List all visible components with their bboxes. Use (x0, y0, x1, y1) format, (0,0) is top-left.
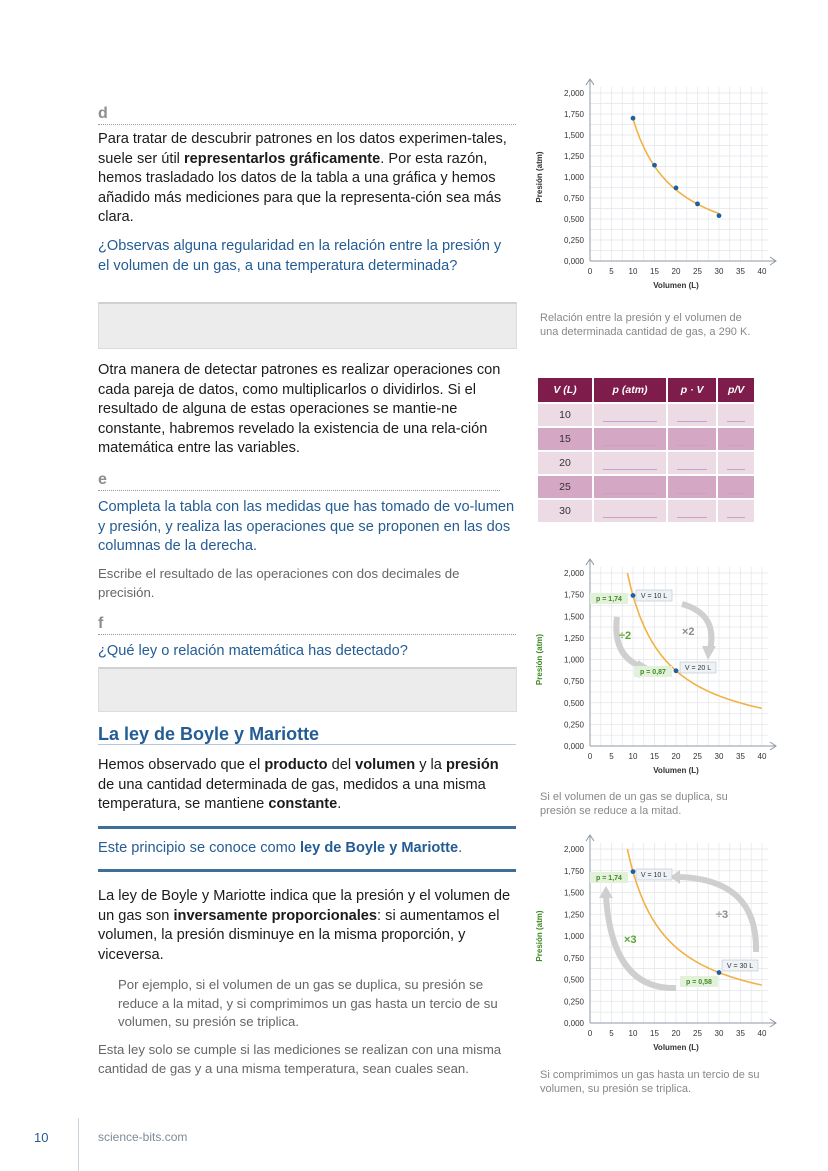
text: de una cantidad determinada de gas, medidos a una misma temperatura, se mantiene (98, 776, 486, 812)
x-tick-label: 5 (609, 267, 614, 276)
y-tick-label: 1,500 (563, 612, 584, 622)
input-cell[interactable] (668, 500, 716, 522)
volume-tag: V = 10 L (640, 593, 668, 600)
intro-e-paragraph: Otra manera de detectar patrones es realizar operaciones con cada pareja de datos, como multiplicarlos o dividirlos. Si el resultado de alguna de estas operaciones se mantie-ne constante, habremos revelado la existencia de una rela-ción matemática entre las variables. (98, 362, 501, 456)
y-tick-label: 1,750 (563, 590, 584, 600)
y-tick-label: 1,250 (563, 910, 584, 920)
x-tick-label: 25 (693, 267, 702, 276)
y-tick-label: 1,500 (563, 131, 584, 140)
data-point (631, 116, 636, 121)
exercise-f-header (98, 614, 516, 635)
y-axis-label: Presión (atm) (535, 633, 544, 686)
x-tick-label: 35 (736, 1029, 745, 1038)
y-tick-label: 1,000 (563, 655, 584, 665)
x-tick-label: 5 (609, 1029, 614, 1038)
volume-cell: 15 (538, 428, 592, 450)
data-table (536, 376, 756, 524)
text: . Por esta razón, hemos trasladado los datos de la tabla a una gráfica y hemos añadido más mediciones para que la representa-ción sea más clara. (98, 150, 502, 225)
y-tick-label: 1,250 (563, 633, 584, 643)
table-header: V (L) (538, 378, 592, 402)
y-tick-label: 1,500 (563, 888, 584, 898)
input-cell[interactable] (594, 404, 666, 426)
text: y la (415, 757, 446, 773)
x-axis-label: Volumen (L) (653, 766, 699, 775)
bold-text: inversamente proporcionales (173, 907, 378, 924)
y-tick-label: 0,250 (563, 236, 584, 245)
arrow-label: ×3 (624, 934, 637, 946)
table-header: p · V (668, 378, 716, 402)
text: Para tratar de descubrir patrones en los datos experimen-tales, suele ser útil (98, 131, 507, 167)
y-tick-label: 0,000 (563, 742, 584, 751)
arrow-label: ÷3 (716, 909, 729, 921)
arrow-down-icon (616, 617, 645, 668)
x-tick-label: 15 (650, 267, 659, 276)
x-tick-label: 15 (650, 752, 659, 761)
y-tick-label: 1,250 (563, 152, 584, 161)
x-axis-label: Volumen (L) (653, 1043, 699, 1052)
input-cell[interactable] (594, 476, 666, 498)
highlight-rule-top (98, 826, 516, 829)
input-cell[interactable] (668, 404, 716, 426)
text: Este principio se conoce como (98, 840, 300, 856)
section-paragraph-2 (98, 887, 516, 965)
y-tick-label: 1,750 (563, 866, 584, 876)
volume-cell: 10 (538, 404, 592, 426)
exercise-d-header (98, 104, 516, 125)
table-row (538, 500, 754, 522)
table-row (538, 404, 754, 426)
x-tick-label: 30 (714, 752, 724, 761)
exercise-f-question: ¿Qué ley o relación matemática has detectado? (98, 643, 408, 659)
section-example: Por ejemplo, si el volumen de un gas se duplica, su presión se reduce a la mitad, y si comprimimos un gas hasta un tercio de su volumen, su presión se triplica. (118, 977, 498, 1029)
chart-3-caption: Si comprimimos un gas hasta un tercio de su volumen, su presión se triplica. (540, 1069, 760, 1095)
footer-site[interactable]: science-bits.com (98, 1130, 188, 1144)
data-point (717, 213, 722, 218)
y-tick-label: 0,000 (563, 257, 584, 266)
exercise-d-question: ¿Observas alguna regularidad en la relación entre la presión y el volumen de un gas, a una temperatura determinada? (98, 238, 502, 274)
x-tick-label: 0 (587, 1029, 593, 1038)
x-tick-label: 30 (714, 1029, 724, 1038)
x-tick-label: 25 (693, 752, 702, 761)
input-cell[interactable] (718, 404, 754, 426)
exercise-e-question: Completa la tabla con las medidas que has tomado de vo-lumen y presión, y realiza las operaciones que se proponen en las dos columnas de la derecha. (98, 499, 515, 554)
x-tick-label: 35 (736, 752, 745, 761)
text: Hemos observado que el (98, 757, 265, 773)
x-tick-label: 5 (609, 752, 614, 761)
x-tick-label: 40 (757, 1029, 767, 1038)
text: . (337, 796, 342, 812)
exercise-letter: f (98, 615, 104, 632)
bold-text: presión (445, 757, 499, 773)
pressure-tag: p = 1,74 (596, 596, 622, 603)
data-point (652, 163, 657, 168)
bold-text: volumen (355, 757, 416, 773)
x-tick-label: 0 (587, 752, 593, 761)
arrow-label: ×2 (682, 626, 695, 638)
exercise-letter: e (98, 471, 107, 488)
volume-cell: 30 (538, 500, 592, 522)
section-title: La ley de Boyle y Mariotte (98, 724, 325, 744)
y-tick-label: 0,000 (563, 1019, 584, 1028)
text: del (327, 757, 356, 773)
table-row (538, 452, 754, 474)
data-point (631, 593, 636, 598)
input-cell[interactable] (718, 452, 754, 474)
y-tick-label: 1,000 (563, 173, 584, 182)
chart-volume-third (530, 830, 790, 1065)
table-row (538, 428, 754, 450)
input-cell[interactable] (668, 476, 716, 498)
y-tick-label: 2,000 (563, 89, 584, 98)
y-tick-label: 1,750 (563, 110, 584, 119)
volume-tag: V = 20 L (684, 665, 712, 672)
bold-text: ley de Boyle y Mariotte (299, 840, 459, 856)
text: . (458, 840, 463, 856)
y-tick-label: 0,500 (563, 975, 584, 985)
chart-1-caption: Relación entre la presión y el volumen de una determinada cantidad de gas, a 290 K. (540, 312, 751, 338)
y-tick-label: 2,000 (563, 845, 584, 854)
volume-cell: 20 (538, 452, 592, 474)
input-cell[interactable] (594, 500, 666, 522)
y-axis-label: Presión (atm) (535, 151, 544, 203)
x-tick-label: 40 (757, 752, 767, 761)
x-tick-label: 30 (714, 267, 724, 276)
exercise-e-note: Escribe el resultado de las operaciones con dos decimales de precisión. (98, 566, 460, 600)
y-tick-label: 0,750 (563, 194, 584, 203)
page-number: 10 (34, 1130, 49, 1145)
x-tick-label: 10 (628, 752, 638, 761)
y-axis-label: Presión (atm) (535, 910, 544, 962)
table-header: p (atm) (594, 378, 666, 402)
chart-2-caption: Si el volumen de un gas se duplica, su presión se reduce a la mitad. (540, 791, 728, 817)
input-cell[interactable] (594, 428, 666, 450)
chart-pv-data (530, 64, 790, 304)
data-point (631, 869, 636, 874)
x-tick-label: 0 (587, 267, 593, 276)
input-cell[interactable] (718, 500, 754, 522)
table-row (538, 476, 754, 498)
bold-text: representarlos gráficamente (183, 150, 381, 167)
pressure-tag: p = 1,74 (596, 875, 622, 882)
section-heading (98, 724, 516, 745)
y-tick-label: 0,500 (563, 698, 584, 708)
y-tick-label: 0,250 (563, 720, 584, 730)
pressure-tag: p = 0,58 (686, 979, 712, 986)
input-cell[interactable] (668, 428, 716, 450)
y-tick-label: 0,750 (563, 677, 584, 687)
answer-box-f[interactable] (98, 667, 517, 712)
highlight-rule-bottom (98, 869, 516, 872)
bold-text: producto (264, 757, 328, 773)
section-paragraph-1 (98, 756, 516, 815)
volume-cell: 25 (538, 476, 592, 498)
arrow-label: ÷2 (619, 630, 632, 642)
y-tick-label: 0,250 (563, 997, 584, 1007)
y-tick-label: 0,500 (563, 215, 584, 224)
input-cell[interactable] (594, 452, 666, 474)
chart-volume-doubled (530, 550, 790, 785)
table-header: p/V (718, 378, 754, 402)
input-cell[interactable] (718, 428, 754, 450)
volume-tag: V = 10 L (640, 872, 668, 879)
x-tick-label: 10 (628, 267, 638, 276)
y-tick-label: 0,750 (563, 953, 584, 963)
section-paragraph-3: Esta ley solo se cumple si las mediciones se realizan con una misma cantidad de gas y a una misma temperatura, sean cuales sean. (98, 1042, 502, 1076)
x-tick-label: 20 (671, 267, 681, 276)
volume-tag: V = 30 L (726, 963, 754, 970)
x-tick-label: 35 (736, 267, 745, 276)
x-tick-label: 15 (650, 1029, 659, 1038)
x-axis-label: Volumen (L) (653, 281, 699, 290)
footer-separator (78, 1118, 79, 1171)
exercise-letter: d (98, 105, 108, 122)
y-tick-label: 1,000 (563, 932, 584, 941)
exercise-e-header (98, 470, 500, 491)
y-tick-label: 2,000 (563, 569, 584, 578)
input-cell[interactable] (718, 476, 754, 498)
x-tick-label: 10 (628, 1029, 638, 1038)
answer-box-d[interactable] (98, 302, 517, 349)
x-tick-label: 40 (757, 267, 767, 276)
x-tick-label: 20 (671, 1029, 681, 1038)
data-point (674, 186, 679, 191)
data-point (695, 201, 700, 206)
x-tick-label: 20 (671, 752, 681, 761)
arrowhead-icon (702, 646, 716, 660)
exercise-d-paragraph (98, 130, 516, 228)
input-cell[interactable] (668, 452, 716, 474)
data-point (717, 970, 722, 975)
highlight-statement (98, 839, 516, 859)
x-tick-label: 25 (693, 1029, 702, 1038)
bold-text: constante (268, 796, 338, 812)
text: La ley de Boyle y Mariotte indica que la presión y el volumen de un gas son (98, 888, 511, 924)
pressure-tag: p = 0,87 (640, 669, 666, 676)
data-point (674, 668, 679, 673)
text: : si aumentamos el volumen, la presión disminuye en la misma proporción, y viceversa. (98, 907, 500, 963)
